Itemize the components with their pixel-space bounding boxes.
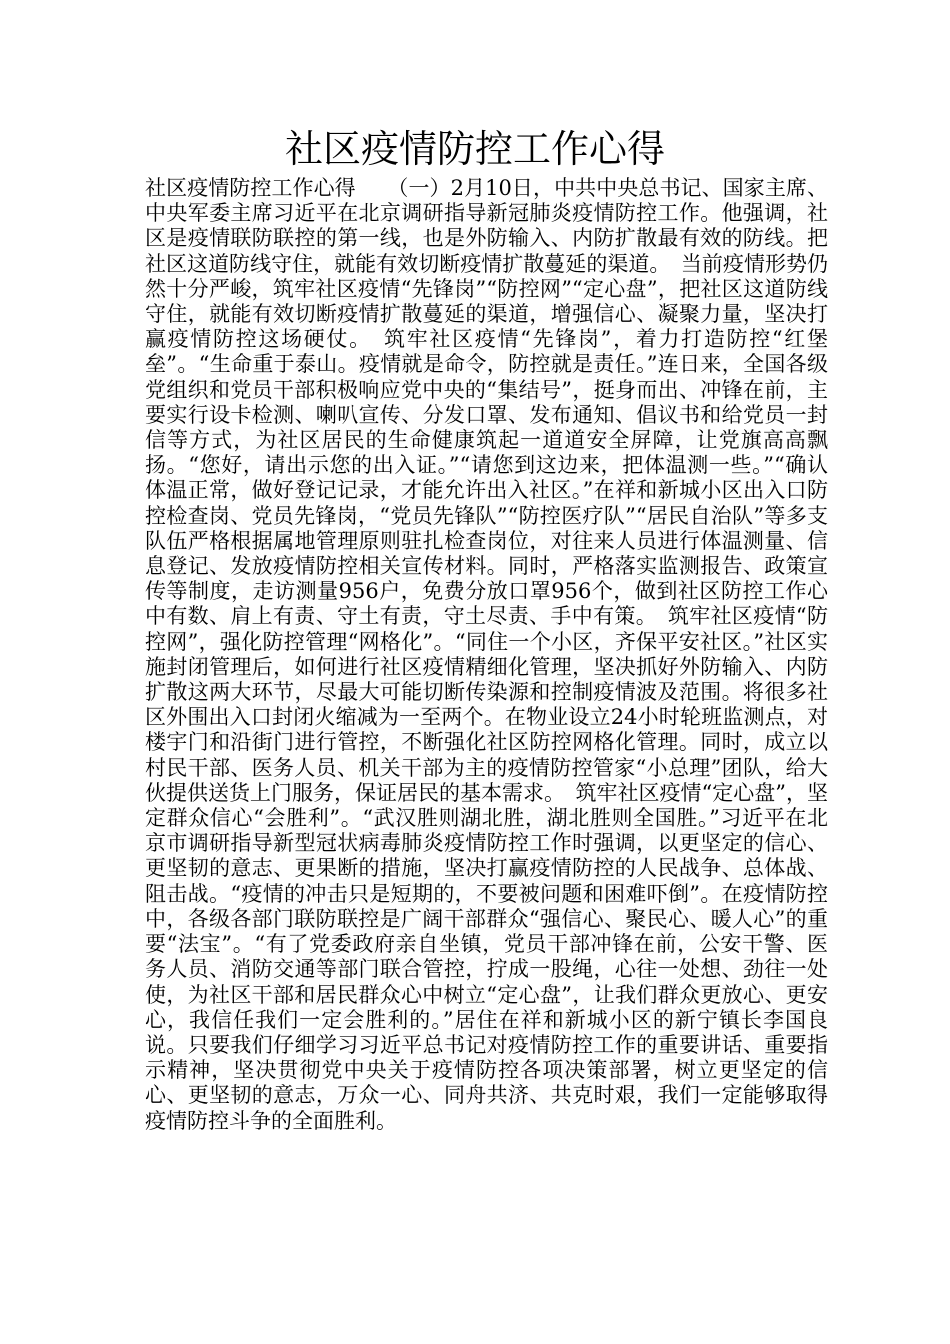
document-title: 社区疫情防控工作心得 — [284, 127, 665, 171]
document-body: 社区疫情防控工作心得 （一）2月10日，中共中央总书记、国家主席、中央军委主席习近平在北京调研指导新冠肺炎疫情防控工作。他强调，社区是疫情联防联控的第一线，也是外防输入、内防扩散最有效的防线。把社区这道防线守住，就能有效切断疫情扩散蔓延的渠道。 当前疫情形势仍然十分严峻，筑牢社区疫情“先锋岗”“防控网”“定心盘”，把社区这道防线守住，就能有效切断疫情扩散蔓延的渠道，增强信心、凝聚力量，坚决打赢疫情防控这场硬仗。 筑牢社区疫情“先锋岗”，着力打造防控“红堡垒”。“生命重于泰山。疫情就是命令，防控就是责任。”连日来，全国各级党组织和党员干部积极响应党中央的“集结号”，挺身而出、冲锋在前，主要实行设卡检测、喇叭宣传、分发口罩、发布通知、倡议书和给党员一封信等方式，为社区居民的生命健康筑起一道道安全屏障，让党旗高高飘扬。“您好，请出示您的出入证。”“请您到这边来，把体温测一些。”“确认体温正常，做好登记记录，才能允许出入社区。”在祥和新城小区出入口防控检查岗、党员先锋岗，“党员先锋队”“防控医疗队”“居民自治队”等多支队伍严格根据属地管理原则驻扎检查岗位，对往来人员进行体温测量、信息登记、发放疫情防控相关宣传材料。同时，严格落实监测报告、政策宣传等制度，走访测量956户，免费分放口罩956个，做到社区防控工作心中有数、肩上有责、守土有责，守土尽责、手中有策。 筑牢社区疫情“防控网”，强化防控管理“网格化”。“同住一个小区，齐保平安社区。”社区实施封闭管理后，如何进行社区疫情精细化管理，坚决抓好外防输入、内防扩散这两大环节，尽最大可能切断传染源和控制疫情波及范围。将很多社区外围出入口封闭火缩减为一至两个。在物业设立24小时轮班监测点，对楼宇门和沿街门进行管控，不断强化社区防控网格化管理。同时，成立以村民干部、医务人员、机关干部为主的疫情防控管家“小总理”团队，给大伙提供送货上门服务，保证居民的基本需求。 筑牢社区疫情“定心盘”，坚定群众信心“会胜利”。“武汉胜则湖北胜，湖北胜则全国胜。”习近平在北京市调研指导新型冠状病毒肺炎疫情防控工作时强调，以更坚定的信心、更坚韧的意志、更果断的措施，坚决打赢疫情防控的人民战争、总体战、阻击战。“疫情的冲击只是短期的，不要被问题和困难吓倒”。在疫情防控中，各级各部门联防联控是广阔干部群众“强信心、聚民心、暖人心”的重要“法宝”。“有了党委政府亲自坐镇，党员干部冲锋在前，公安干警、医务人员、消防交通等部门联合管控，拧成一股绳，心往一处想、劲往一处使，为社区干部和居民群众心中树立“定心盘”，让我们群众更放心、更安心，我信任我们一定会胜利的。”居住在祥和新城小区的新宁镇长李国良说。只要我们仔细学习习近平总书记对疫情防控工作的重要讲话、重要指示精神，坚决贯彻党中央关于疫情防控各项决策部署，树立更坚定的信心、更坚韧的意志，万众一心、同舟共济、共克时艰，我们一定能够取得疫情防控斗争的全面胜利。 — [145, 176, 828, 1133]
